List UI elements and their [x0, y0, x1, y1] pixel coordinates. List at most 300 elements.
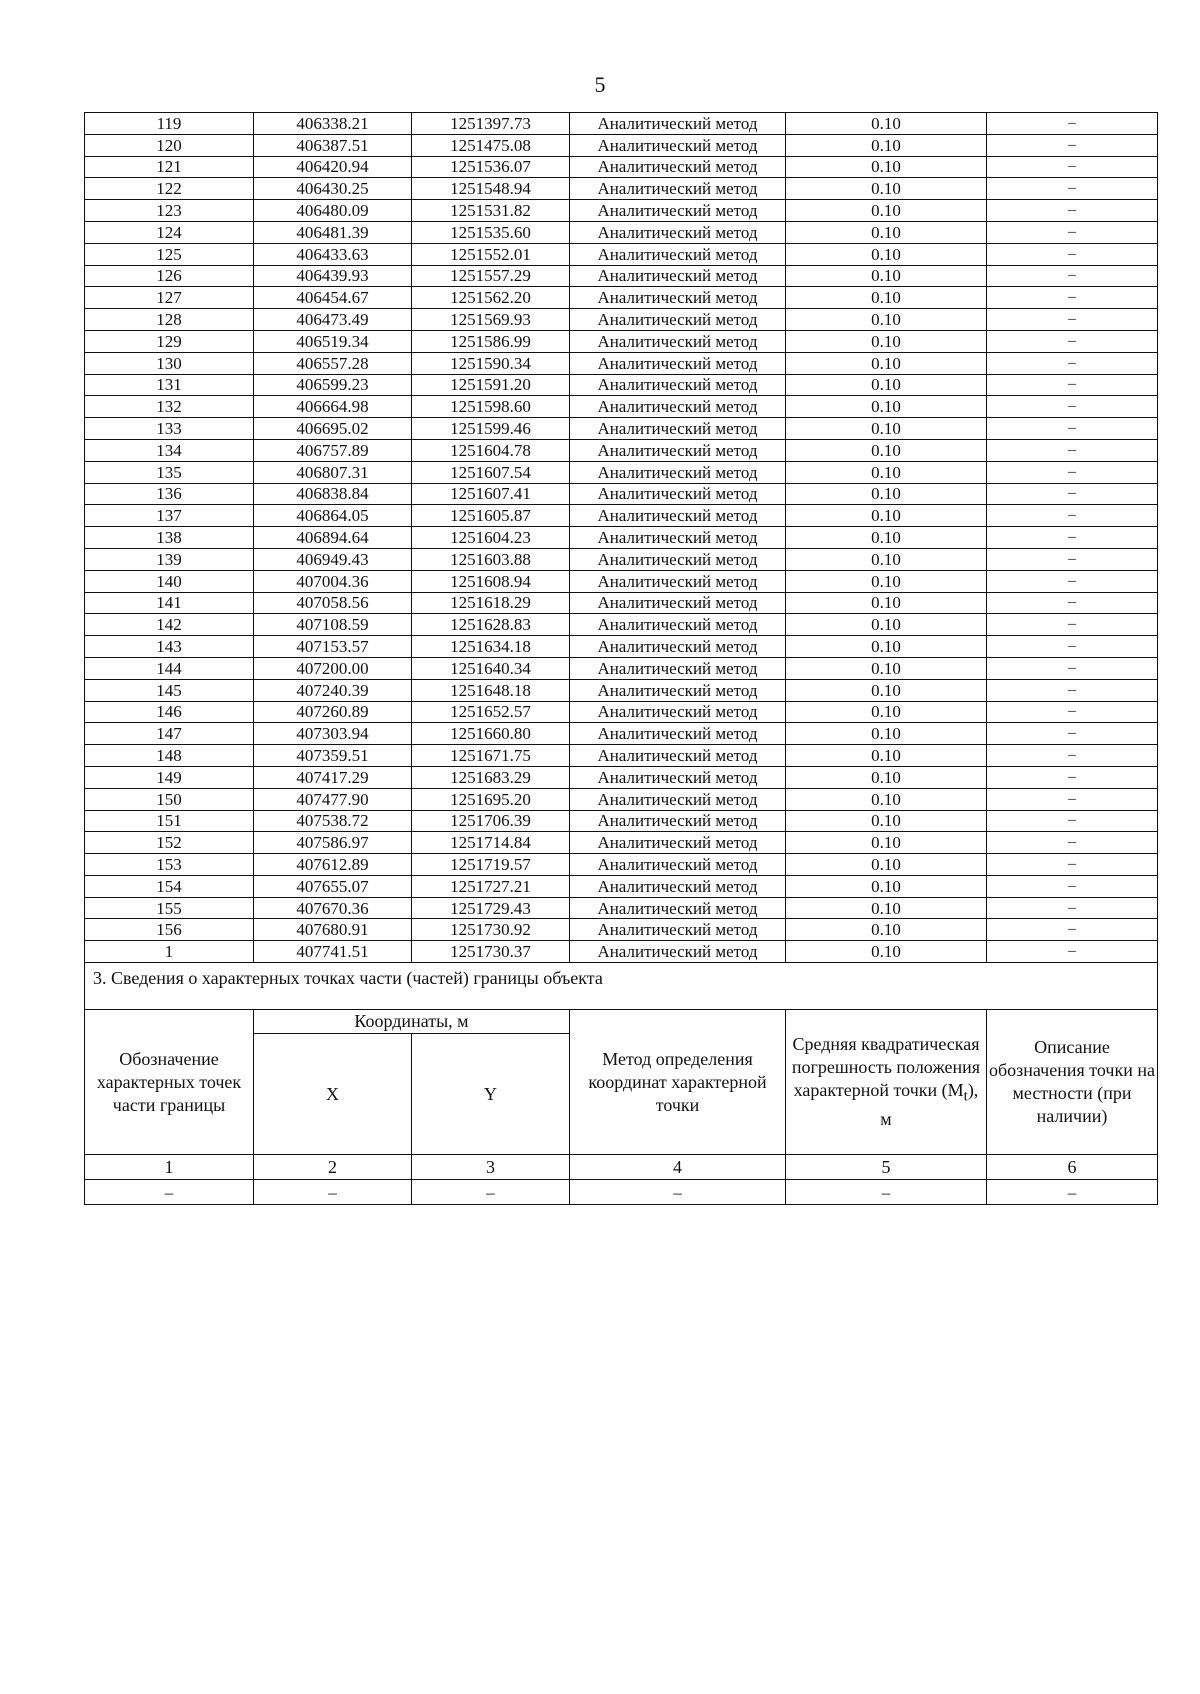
x-coordinate-cell: 406454.67	[254, 287, 412, 309]
page-number: 5	[594, 72, 606, 97]
y-coordinate-cell: 1251604.78	[412, 439, 570, 461]
description-cell: –	[987, 701, 1158, 723]
y-coordinate-cell: 1251569.93	[412, 309, 570, 331]
description-cell: –	[987, 766, 1158, 788]
x-coordinate-cell: 406433.63	[254, 243, 412, 265]
y-coordinate-cell: 1251603.88	[412, 548, 570, 570]
section3-header-row-1	[85, 1010, 1158, 1034]
empty-cell: –	[786, 1180, 987, 1205]
description-cell: –	[987, 897, 1158, 919]
y-coordinate-cell: 1251552.01	[412, 243, 570, 265]
x-coordinate-cell: 406557.28	[254, 352, 412, 374]
accuracy-cell: 0.10	[786, 178, 987, 200]
point-number-cell: 140	[85, 570, 254, 592]
description-cell: –	[987, 200, 1158, 222]
point-number-cell: 149	[85, 766, 254, 788]
accuracy-cell: 0.10	[786, 134, 987, 156]
method-cell: Аналитический метод	[570, 461, 786, 483]
method-cell: Аналитический метод	[570, 548, 786, 570]
method-cell: Аналитический метод	[570, 810, 786, 832]
accuracy-cell: 0.10	[786, 548, 987, 570]
header-accuracy-text: Средняя квадратическая погрешность положения характерной точки (M	[791, 1033, 981, 1100]
y-coordinate-cell: 1251548.94	[412, 178, 570, 200]
y-coordinate-cell: 1251605.87	[412, 505, 570, 527]
header-accuracy-sub: t	[963, 1088, 968, 1105]
description-cell: –	[987, 483, 1158, 505]
method-cell: Аналитический метод	[570, 592, 786, 614]
method-cell: Аналитический метод	[570, 374, 786, 396]
description-cell: –	[987, 941, 1158, 963]
method-cell: Аналитический метод	[570, 941, 786, 963]
point-number-cell: 135	[85, 461, 254, 483]
y-coordinate-cell: 1251729.43	[412, 897, 570, 919]
point-number-cell: 127	[85, 287, 254, 309]
point-number-cell: 147	[85, 723, 254, 745]
point-number-cell: 141	[85, 592, 254, 614]
description-cell: –	[987, 265, 1158, 287]
table-row	[85, 723, 1158, 745]
table-row	[85, 919, 1158, 941]
x-coordinate-cell: 407058.56	[254, 592, 412, 614]
x-coordinate-cell: 407538.72	[254, 810, 412, 832]
table-row	[85, 113, 1158, 135]
y-coordinate-cell: 1251730.92	[412, 919, 570, 941]
header-coordinates: Координаты, м	[254, 1010, 570, 1034]
header-x: X	[254, 1034, 412, 1155]
y-coordinate-cell: 1251706.39	[412, 810, 570, 832]
section3-title-row	[85, 963, 1158, 1010]
column-number: 4	[570, 1155, 786, 1180]
method-cell: Аналитический метод	[570, 352, 786, 374]
method-cell: Аналитический метод	[570, 854, 786, 876]
table-row	[85, 309, 1158, 331]
table-row	[85, 657, 1158, 679]
empty-cell: –	[85, 1180, 254, 1205]
x-coordinate-cell: 406664.98	[254, 396, 412, 418]
point-number-cell: 130	[85, 352, 254, 374]
table-row	[85, 200, 1158, 222]
y-coordinate-cell: 1251536.07	[412, 156, 570, 178]
point-number-cell: 129	[85, 330, 254, 352]
y-coordinate-cell: 1251648.18	[412, 679, 570, 701]
method-cell: Аналитический метод	[570, 701, 786, 723]
description-cell: –	[987, 810, 1158, 832]
description-cell: –	[987, 636, 1158, 658]
table-row	[85, 570, 1158, 592]
y-coordinate-cell: 1251695.20	[412, 788, 570, 810]
header-description: Описание обозначения точки на местности (при наличии)	[987, 1010, 1158, 1155]
point-number-cell: 155	[85, 897, 254, 919]
method-cell: Аналитический метод	[570, 309, 786, 331]
point-number-cell: 142	[85, 614, 254, 636]
accuracy-cell: 0.10	[786, 854, 987, 876]
table-row	[85, 766, 1158, 788]
description-cell: –	[987, 418, 1158, 440]
description-cell: –	[987, 221, 1158, 243]
description-cell: –	[987, 570, 1158, 592]
x-coordinate-cell: 407680.91	[254, 919, 412, 941]
accuracy-cell: 0.10	[786, 614, 987, 636]
header-point-designation: Обозначение характерных точек части границы	[85, 1010, 254, 1155]
point-number-cell: 120	[85, 134, 254, 156]
x-coordinate-cell: 406807.31	[254, 461, 412, 483]
table-row	[85, 788, 1158, 810]
accuracy-cell: 0.10	[786, 570, 987, 592]
accuracy-cell: 0.10	[786, 592, 987, 614]
x-coordinate-cell: 407303.94	[254, 723, 412, 745]
method-cell: Аналитический метод	[570, 287, 786, 309]
point-number-cell: 124	[85, 221, 254, 243]
header-method: Метод определения координат характерной точки	[570, 1010, 786, 1155]
table-row	[85, 352, 1158, 374]
x-coordinate-cell: 406473.49	[254, 309, 412, 331]
method-cell: Аналитический метод	[570, 657, 786, 679]
accuracy-cell: 0.10	[786, 265, 987, 287]
x-coordinate-cell: 406430.25	[254, 178, 412, 200]
point-number-cell: 154	[85, 875, 254, 897]
description-cell: –	[987, 657, 1158, 679]
description-cell: –	[987, 243, 1158, 265]
x-coordinate-cell: 406599.23	[254, 374, 412, 396]
y-coordinate-cell: 1251591.20	[412, 374, 570, 396]
point-number-cell: 146	[85, 701, 254, 723]
description-cell: –	[987, 614, 1158, 636]
description-cell: –	[987, 178, 1158, 200]
description-cell: –	[987, 679, 1158, 701]
method-cell: Аналитический метод	[570, 570, 786, 592]
accuracy-cell: 0.10	[786, 701, 987, 723]
method-cell: Аналитический метод	[570, 505, 786, 527]
y-coordinate-cell: 1251618.29	[412, 592, 570, 614]
empty-cell: –	[254, 1180, 412, 1205]
description-cell: –	[987, 287, 1158, 309]
method-cell: Аналитический метод	[570, 156, 786, 178]
accuracy-cell: 0.10	[786, 483, 987, 505]
point-number-cell: 121	[85, 156, 254, 178]
description-cell: –	[987, 723, 1158, 745]
method-cell: Аналитический метод	[570, 243, 786, 265]
accuracy-cell: 0.10	[786, 156, 987, 178]
point-number-cell: 139	[85, 548, 254, 570]
column-number: 2	[254, 1155, 412, 1180]
description-cell: –	[987, 592, 1158, 614]
column-number: 5	[786, 1155, 987, 1180]
y-coordinate-cell: 1251727.21	[412, 875, 570, 897]
point-number-cell: 136	[85, 483, 254, 505]
header-accuracy-unit: ), м	[880, 1079, 979, 1130]
method-cell: Аналитический метод	[570, 832, 786, 854]
section3-column-numbers-row	[85, 1155, 1158, 1180]
accuracy-cell: 0.10	[786, 636, 987, 658]
x-coordinate-cell: 406480.09	[254, 200, 412, 222]
point-number-cell: 131	[85, 374, 254, 396]
point-number-cell: 156	[85, 919, 254, 941]
table-row	[85, 374, 1158, 396]
description-cell: –	[987, 374, 1158, 396]
point-number-cell: 123	[85, 200, 254, 222]
method-cell: Аналитический метод	[570, 221, 786, 243]
point-number-cell: 138	[85, 527, 254, 549]
y-coordinate-cell: 1251608.94	[412, 570, 570, 592]
table-row	[85, 897, 1158, 919]
x-coordinate-cell: 406519.34	[254, 330, 412, 352]
method-cell: Аналитический метод	[570, 679, 786, 701]
method-cell: Аналитический метод	[570, 788, 786, 810]
table-row	[85, 243, 1158, 265]
table-row	[85, 418, 1158, 440]
method-cell: Аналитический метод	[570, 745, 786, 767]
y-coordinate-cell: 1251714.84	[412, 832, 570, 854]
boundary-points-table	[84, 112, 1158, 1205]
x-coordinate-cell: 407240.39	[254, 679, 412, 701]
point-number-cell: 153	[85, 854, 254, 876]
method-cell: Аналитический метод	[570, 483, 786, 505]
description-cell: –	[987, 113, 1158, 135]
y-coordinate-cell: 1251599.46	[412, 418, 570, 440]
y-coordinate-cell: 1251590.34	[412, 352, 570, 374]
point-number-cell: 133	[85, 418, 254, 440]
accuracy-cell: 0.10	[786, 396, 987, 418]
x-coordinate-cell: 407004.36	[254, 570, 412, 592]
description-cell: –	[987, 875, 1158, 897]
section3-empty-row	[85, 1180, 1158, 1205]
accuracy-cell: 0.10	[786, 832, 987, 854]
accuracy-cell: 0.10	[786, 113, 987, 135]
x-coordinate-cell: 407260.89	[254, 701, 412, 723]
accuracy-cell: 0.10	[786, 352, 987, 374]
method-cell: Аналитический метод	[570, 113, 786, 135]
method-cell: Аналитический метод	[570, 418, 786, 440]
table-row	[85, 265, 1158, 287]
x-coordinate-cell: 406949.43	[254, 548, 412, 570]
accuracy-cell: 0.10	[786, 418, 987, 440]
x-coordinate-cell: 406838.84	[254, 483, 412, 505]
empty-cell: –	[412, 1180, 570, 1205]
header-accuracy	[786, 1010, 987, 1155]
y-coordinate-cell: 1251730.37	[412, 941, 570, 963]
table-row	[85, 396, 1158, 418]
description-cell: –	[987, 745, 1158, 767]
accuracy-cell: 0.10	[786, 287, 987, 309]
description-cell: –	[987, 832, 1158, 854]
y-coordinate-cell: 1251531.82	[412, 200, 570, 222]
description-cell: –	[987, 134, 1158, 156]
y-coordinate-cell: 1251719.57	[412, 854, 570, 876]
x-coordinate-cell: 406338.21	[254, 113, 412, 135]
y-coordinate-cell: 1251598.60	[412, 396, 570, 418]
y-coordinate-cell: 1251607.41	[412, 483, 570, 505]
x-coordinate-cell: 406757.89	[254, 439, 412, 461]
point-number-cell: 137	[85, 505, 254, 527]
description-cell: –	[987, 505, 1158, 527]
point-number-cell: 134	[85, 439, 254, 461]
description-cell: –	[987, 919, 1158, 941]
method-cell: Аналитический метод	[570, 134, 786, 156]
x-coordinate-cell: 407200.00	[254, 657, 412, 679]
point-number-cell: 152	[85, 832, 254, 854]
x-coordinate-cell: 406864.05	[254, 505, 412, 527]
column-number: 1	[85, 1155, 254, 1180]
accuracy-cell: 0.10	[786, 919, 987, 941]
accuracy-cell: 0.10	[786, 897, 987, 919]
column-number: 6	[987, 1155, 1158, 1180]
method-cell: Аналитический метод	[570, 396, 786, 418]
point-number-cell: 150	[85, 788, 254, 810]
point-number-cell: 126	[85, 265, 254, 287]
table-row	[85, 548, 1158, 570]
x-coordinate-cell: 406894.64	[254, 527, 412, 549]
x-coordinate-cell: 406420.94	[254, 156, 412, 178]
x-coordinate-cell: 407655.07	[254, 875, 412, 897]
description-cell: –	[987, 396, 1158, 418]
method-cell: Аналитический метод	[570, 265, 786, 287]
x-coordinate-cell: 406481.39	[254, 221, 412, 243]
point-number-cell: 132	[85, 396, 254, 418]
description-cell: –	[987, 309, 1158, 331]
accuracy-cell: 0.10	[786, 527, 987, 549]
accuracy-cell: 0.10	[786, 200, 987, 222]
table-row	[85, 679, 1158, 701]
table-row	[85, 461, 1158, 483]
description-cell: –	[987, 330, 1158, 352]
header-y: Y	[412, 1034, 570, 1155]
method-cell: Аналитический метод	[570, 178, 786, 200]
point-number-cell: 122	[85, 178, 254, 200]
description-cell: –	[987, 527, 1158, 549]
accuracy-cell: 0.10	[786, 723, 987, 745]
point-number-cell: 119	[85, 113, 254, 135]
description-cell: –	[987, 461, 1158, 483]
table-row	[85, 745, 1158, 767]
accuracy-cell: 0.10	[786, 788, 987, 810]
x-coordinate-cell: 406695.02	[254, 418, 412, 440]
point-number-cell: 148	[85, 745, 254, 767]
y-coordinate-cell: 1251660.80	[412, 723, 570, 745]
empty-cell: –	[570, 1180, 786, 1205]
y-coordinate-cell: 1251607.54	[412, 461, 570, 483]
point-number-cell: 144	[85, 657, 254, 679]
description-cell: –	[987, 156, 1158, 178]
table-row	[85, 221, 1158, 243]
method-cell: Аналитический метод	[570, 723, 786, 745]
table-row	[85, 505, 1158, 527]
accuracy-cell: 0.10	[786, 330, 987, 352]
method-cell: Аналитический метод	[570, 200, 786, 222]
x-coordinate-cell: 406439.93	[254, 265, 412, 287]
description-cell: –	[987, 854, 1158, 876]
accuracy-cell: 0.10	[786, 505, 987, 527]
table-row	[85, 810, 1158, 832]
point-number-cell: 125	[85, 243, 254, 265]
table-row	[85, 439, 1158, 461]
table-row	[85, 941, 1158, 963]
method-cell: Аналитический метод	[570, 636, 786, 658]
method-cell: Аналитический метод	[570, 330, 786, 352]
description-cell: –	[987, 788, 1158, 810]
points-body	[85, 113, 1158, 963]
point-number-cell: 128	[85, 309, 254, 331]
y-coordinate-cell: 1251671.75	[412, 745, 570, 767]
y-coordinate-cell: 1251535.60	[412, 221, 570, 243]
method-cell: Аналитический метод	[570, 439, 786, 461]
accuracy-cell: 0.10	[786, 810, 987, 832]
column-number: 3	[412, 1155, 570, 1180]
point-number-cell: 151	[85, 810, 254, 832]
table-row	[85, 636, 1158, 658]
accuracy-cell: 0.10	[786, 439, 987, 461]
accuracy-cell: 0.10	[786, 766, 987, 788]
empty-cell: –	[987, 1180, 1158, 1205]
table-row	[85, 330, 1158, 352]
x-coordinate-cell: 406387.51	[254, 134, 412, 156]
section3-title: 3. Сведения о характерных точках части (частей) границы объекта	[85, 963, 1158, 1010]
accuracy-cell: 0.10	[786, 374, 987, 396]
y-coordinate-cell: 1251397.73	[412, 113, 570, 135]
description-cell: –	[987, 352, 1158, 374]
method-cell: Аналитический метод	[570, 766, 786, 788]
accuracy-cell: 0.10	[786, 657, 987, 679]
accuracy-cell: 0.10	[786, 461, 987, 483]
y-coordinate-cell: 1251604.23	[412, 527, 570, 549]
x-coordinate-cell: 407417.29	[254, 766, 412, 788]
point-number-cell: 145	[85, 679, 254, 701]
y-coordinate-cell: 1251586.99	[412, 330, 570, 352]
table-row	[85, 178, 1158, 200]
table-row	[85, 592, 1158, 614]
method-cell: Аналитический метод	[570, 614, 786, 636]
y-coordinate-cell: 1251562.20	[412, 287, 570, 309]
accuracy-cell: 0.10	[786, 309, 987, 331]
x-coordinate-cell: 407586.97	[254, 832, 412, 854]
accuracy-cell: 0.10	[786, 875, 987, 897]
method-cell: Аналитический метод	[570, 919, 786, 941]
table-row	[85, 875, 1158, 897]
table-row	[85, 854, 1158, 876]
y-coordinate-cell: 1251628.83	[412, 614, 570, 636]
x-coordinate-cell: 407359.51	[254, 745, 412, 767]
x-coordinate-cell: 407108.59	[254, 614, 412, 636]
accuracy-cell: 0.10	[786, 745, 987, 767]
table-row	[85, 527, 1158, 549]
accuracy-cell: 0.10	[786, 221, 987, 243]
method-cell: Аналитический метод	[570, 875, 786, 897]
y-coordinate-cell: 1251640.34	[412, 657, 570, 679]
method-cell: Аналитический метод	[570, 527, 786, 549]
y-coordinate-cell: 1251475.08	[412, 134, 570, 156]
table-row	[85, 483, 1158, 505]
point-number-cell: 143	[85, 636, 254, 658]
table-row	[85, 701, 1158, 723]
description-cell: –	[987, 439, 1158, 461]
point-number-cell: 1	[85, 941, 254, 963]
x-coordinate-cell: 407153.57	[254, 636, 412, 658]
x-coordinate-cell: 407477.90	[254, 788, 412, 810]
x-coordinate-cell: 407670.36	[254, 897, 412, 919]
section3-body	[85, 963, 1158, 1205]
method-cell: Аналитический метод	[570, 897, 786, 919]
y-coordinate-cell: 1251634.18	[412, 636, 570, 658]
description-cell: –	[987, 548, 1158, 570]
accuracy-cell: 0.10	[786, 679, 987, 701]
table-row	[85, 614, 1158, 636]
accuracy-cell: 0.10	[786, 941, 987, 963]
x-coordinate-cell: 407612.89	[254, 854, 412, 876]
table-row	[85, 287, 1158, 309]
table-row	[85, 134, 1158, 156]
table-row	[85, 156, 1158, 178]
table-row	[85, 832, 1158, 854]
accuracy-cell: 0.10	[786, 243, 987, 265]
